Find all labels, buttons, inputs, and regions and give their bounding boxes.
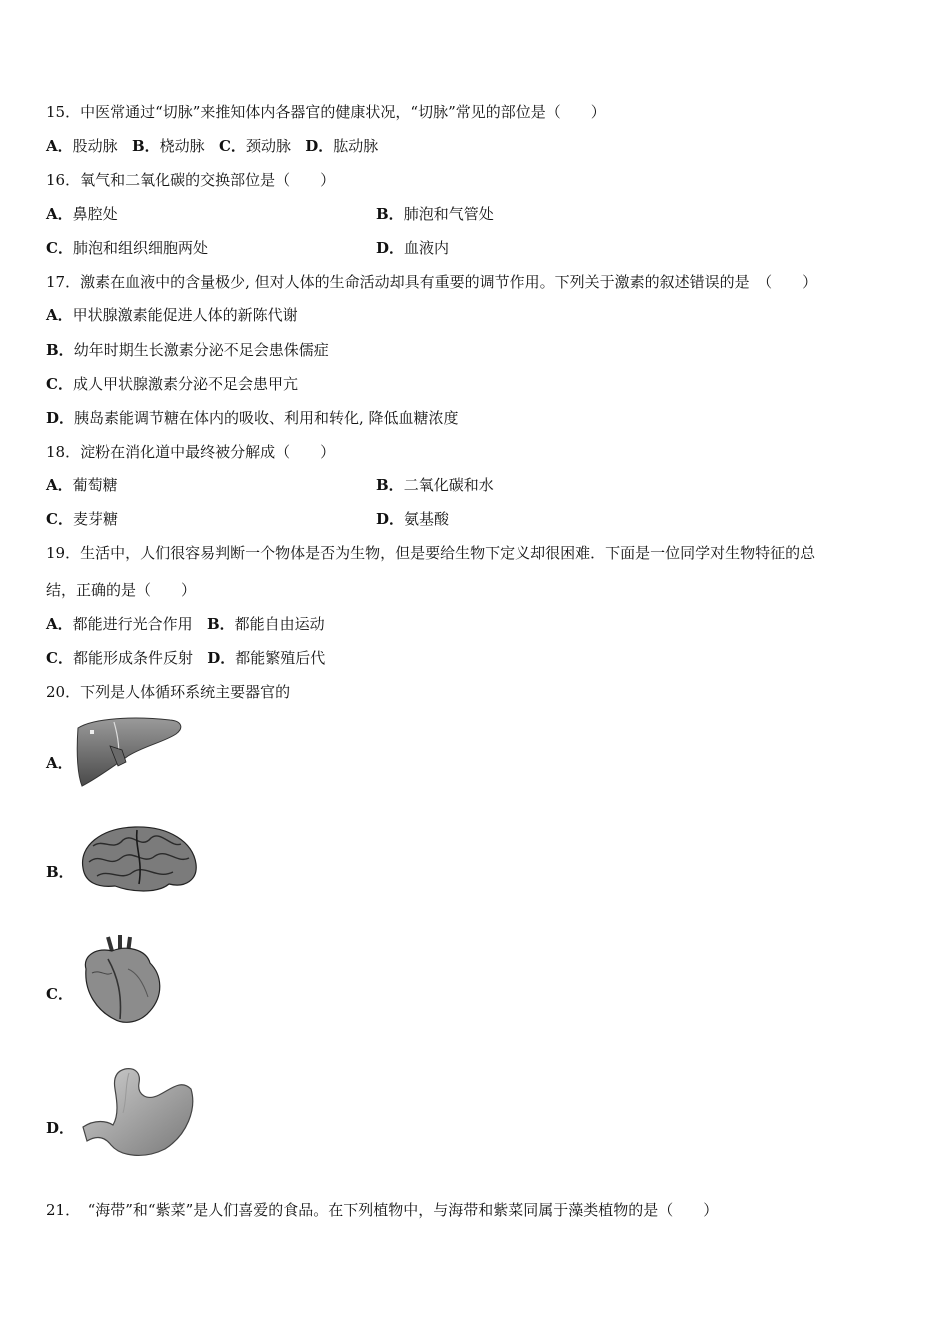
q19-option-c-letter: C． <box>46 649 73 667</box>
q15-option-d: 肱动脉 <box>333 137 379 155</box>
q19-stem-line2: 结，正确的是（ ） <box>46 581 197 599</box>
q16-option-d-letter: D． <box>376 239 405 257</box>
q15-option-b: 桡动脉 <box>159 137 205 155</box>
q19-option-b: 都能自由运动 <box>234 615 325 633</box>
heart-image <box>78 933 166 1027</box>
q16-stem: 16．氧气和二氧化碳的交换部位是（ ） <box>46 171 336 189</box>
q16-option-a-letter: A． <box>46 205 73 223</box>
q19-option-d-letter: D． <box>207 649 236 667</box>
q17-stem: 17．激素在血液中的含量极少, 但对人体的生命活动却具有重要的调节作用。下列关于激素的叙述错误的是 （ ） <box>46 273 818 291</box>
q19-options-row2 <box>46 648 325 668</box>
q18-option-c-letter: C． <box>46 510 73 528</box>
q18-option-d-text: 氨基酸 <box>404 510 450 528</box>
q17-option-a-text: 甲状腺激素能促进人体的新陈代谢 <box>72 306 298 324</box>
q17-option-d-text: 胰岛素能调节糖在体内的吸收、利用和转化, 降低血糖浓度 <box>74 409 459 427</box>
q17-option-a-letter: A． <box>46 306 73 324</box>
q16-option-a-text: 鼻腔处 <box>72 205 118 223</box>
q18-option-d-letter: D． <box>376 510 405 528</box>
q15-stem: 15．中医常通过“切脉”来推知体内各器官的健康状况，“切脉”常见的部位是（ ） <box>46 103 606 121</box>
q18-option-a-letter: A． <box>46 476 73 494</box>
q16-option-b-letter: B． <box>376 205 404 223</box>
q18-option-a-text: 葡萄糖 <box>72 476 118 494</box>
q15-option-a-letter: A． <box>46 137 73 155</box>
q16-option-c <box>46 238 208 258</box>
q20-option-a-letter: A． <box>46 754 73 772</box>
q15-option-c: 颈动脉 <box>245 137 291 155</box>
q18-option-b <box>376 475 494 495</box>
q17-option-c-text: 成人甲状腺激素分泌不足会患甲亢 <box>72 375 298 393</box>
q18-stem: 18．淀粉在消化道中最终被分解成（ ） <box>46 443 336 461</box>
q15-option-a: 股动脉 <box>72 137 118 155</box>
q16-option-c-text: 肺泡和组织细胞两处 <box>72 239 208 257</box>
q16-option-d-text: 血液内 <box>404 239 450 257</box>
q18-option-b-text: 二氧化碳和水 <box>403 476 494 494</box>
q18-option-b-letter: B． <box>376 476 404 494</box>
q17-option-d <box>46 408 459 428</box>
q19-options-row1 <box>46 614 325 634</box>
stomach-image <box>77 1065 197 1161</box>
q19-option-a-letter: A． <box>46 615 73 633</box>
q20-option-d-letter: D． <box>46 1119 75 1137</box>
q19-option-d: 都能繁殖后代 <box>235 649 326 667</box>
q20-stem: 20．下列是人体循环系统主要器官的 <box>46 683 291 701</box>
q16-option-a <box>46 204 118 224</box>
q18-option-a <box>46 475 118 495</box>
q15-option-c-letter: C． <box>218 137 246 155</box>
q16-option-b <box>376 204 494 224</box>
q17-option-d-letter: D． <box>46 409 75 427</box>
q15-option-b-letter: B． <box>131 137 160 155</box>
q15-option-d-letter: D． <box>305 137 334 155</box>
q19-option-c: 都能形成条件反射 <box>72 649 193 667</box>
q20-option-b-letter: B． <box>46 863 74 881</box>
q19-option-b-letter: B． <box>206 615 235 633</box>
q18-option-c <box>46 509 118 529</box>
q16-option-c-letter: C． <box>46 239 73 257</box>
q19-stem-line1: 19．生活中，人们很容易判断一个物体是否为生物，但是要给生物下定义却很困难．下面是一位同学对生物特征的总 <box>46 544 816 562</box>
q17-option-a <box>46 305 298 325</box>
brain-image <box>77 824 199 894</box>
q20-option-c-letter: C． <box>46 985 73 1003</box>
q17-option-c <box>46 374 298 394</box>
q18-option-c-text: 麦芽糖 <box>72 510 118 528</box>
q15-options <box>46 136 378 156</box>
q18-option-d <box>376 509 449 529</box>
q19-option-a: 都能进行光合作用 <box>72 615 193 633</box>
q21-stem: 21． “海带”和“紫菜”是人们喜爱的食品。在下列植物中，与海带和紫菜同属于藻类植物的是（ ） <box>46 1201 719 1219</box>
liver-image <box>74 716 186 788</box>
q17-option-b-text: 幼年时期生长激素分泌不足会患侏儒症 <box>73 341 329 359</box>
q17-option-c-letter: C． <box>46 375 73 393</box>
q16-option-d <box>376 238 449 258</box>
q16-option-b-text: 肺泡和气管处 <box>403 205 494 223</box>
q17-option-b-letter: B． <box>46 341 74 359</box>
q17-option-b <box>46 340 329 360</box>
